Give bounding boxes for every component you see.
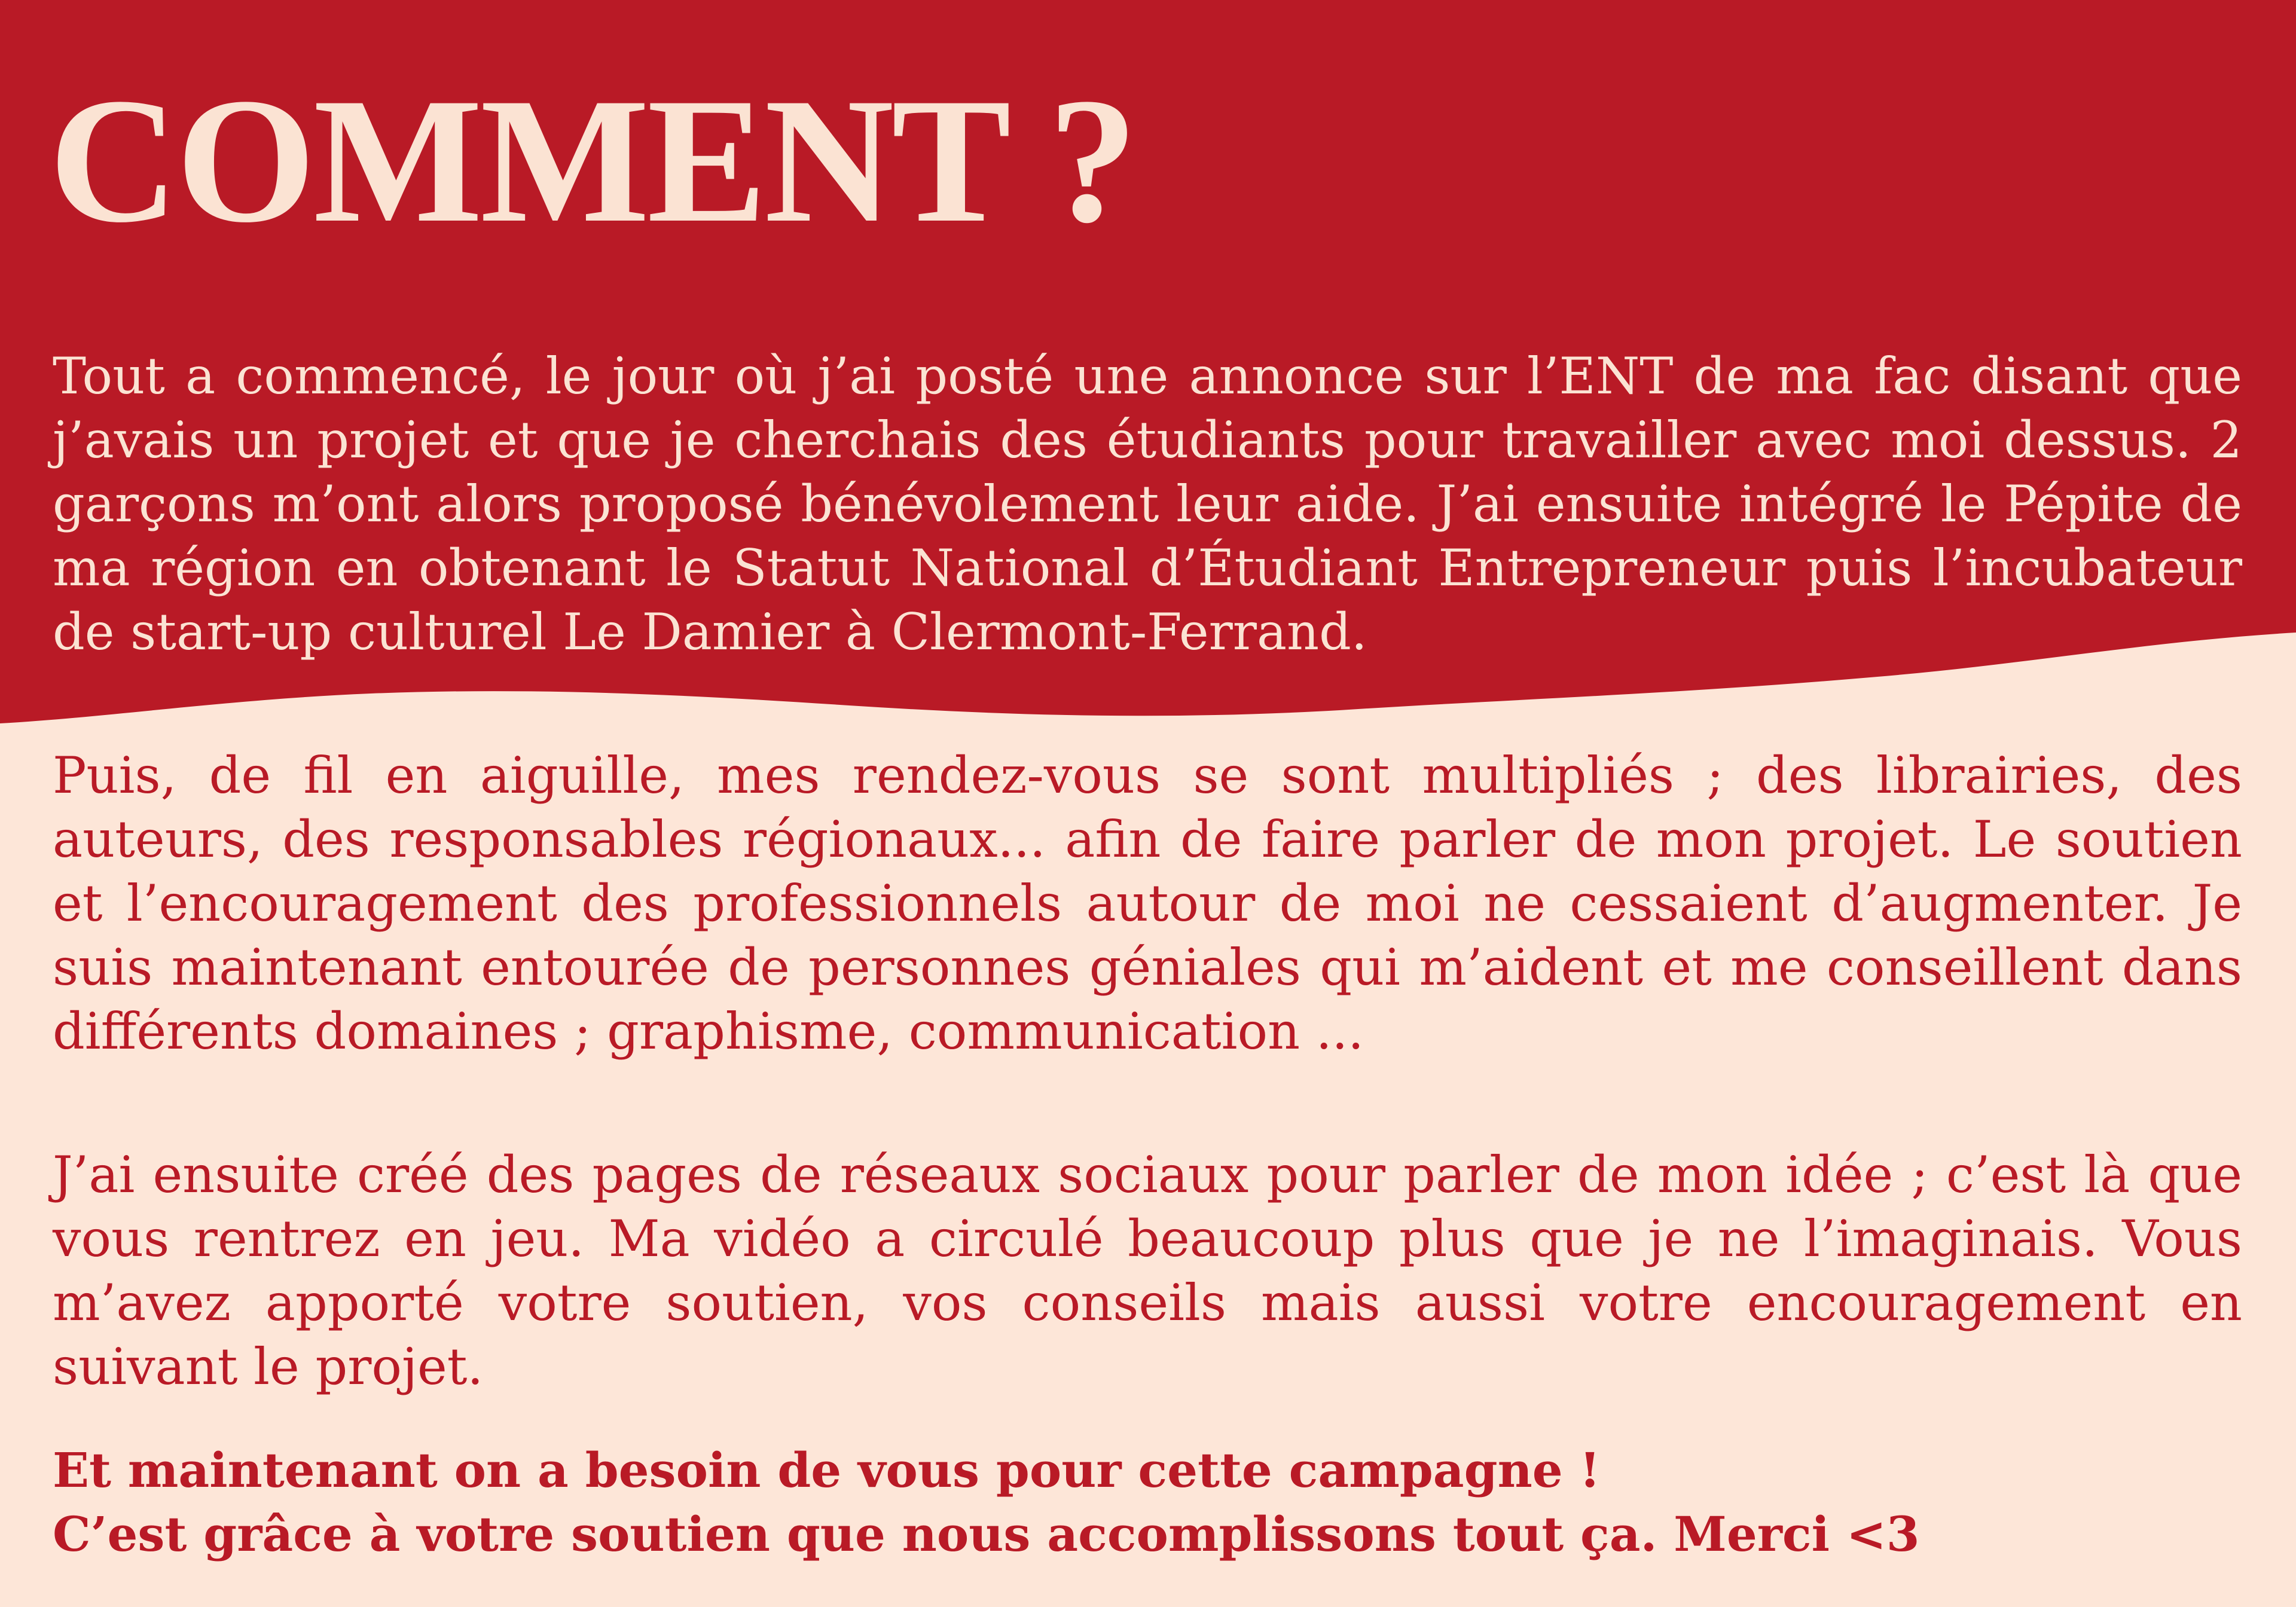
page-title: COMMENT ?: [49, 61, 1135, 259]
network-paragraph: Puis, de fil en aiguille, mes rendez-vous se sont multipliés ; des librairies, des auteurs, des responsables régionaux... afin de faire parler de mon projet. Le soutien et l’encouragement des professionnels autour de moi ne cessaient d’augmenter. Je suis maintenant entourée de personnes géniales qui m’aident et me conseillent dans différents domaines ; graphisme, communication ...: [53, 746, 2242, 1061]
closing-line-1: Et maintenant on a besoin de vous pour cette campagne !: [53, 1442, 1601, 1498]
intro-paragraph: Tout a commencé, le jour où j’ai posté une annonce sur l’ENT de ma fac disant que j’avais un projet et que je cherchais des étudiants pour travailler avec moi dessus. 2 garçons m’ont alors proposé bénévolement leur aide. J’ai ensuite intégré le Pépite de ma région en obtenant le Statut National d’Étudiant Entrepreneur puis l’incubateur de start-up culturel Le Damier à Clermont-Ferrand.: [53, 347, 2242, 661]
closing-line-2: C’est grâce à votre soutien que nous accomplissons tout ça. Merci <3: [53, 1506, 1920, 1562]
closing-message: [53, 1438, 1920, 1566]
social-paragraph: J’ai ensuite créé des pages de réseaux sociaux pour parler de mon idée ; c’est là que vous rentrez en jeu. Ma vidéo a circulé beaucoup plus que je ne l’imaginais. Vous m’avez apporté votre soutien, vos conseils mais aussi votre encouragement en suivant le projet.: [53, 1145, 2242, 1396]
